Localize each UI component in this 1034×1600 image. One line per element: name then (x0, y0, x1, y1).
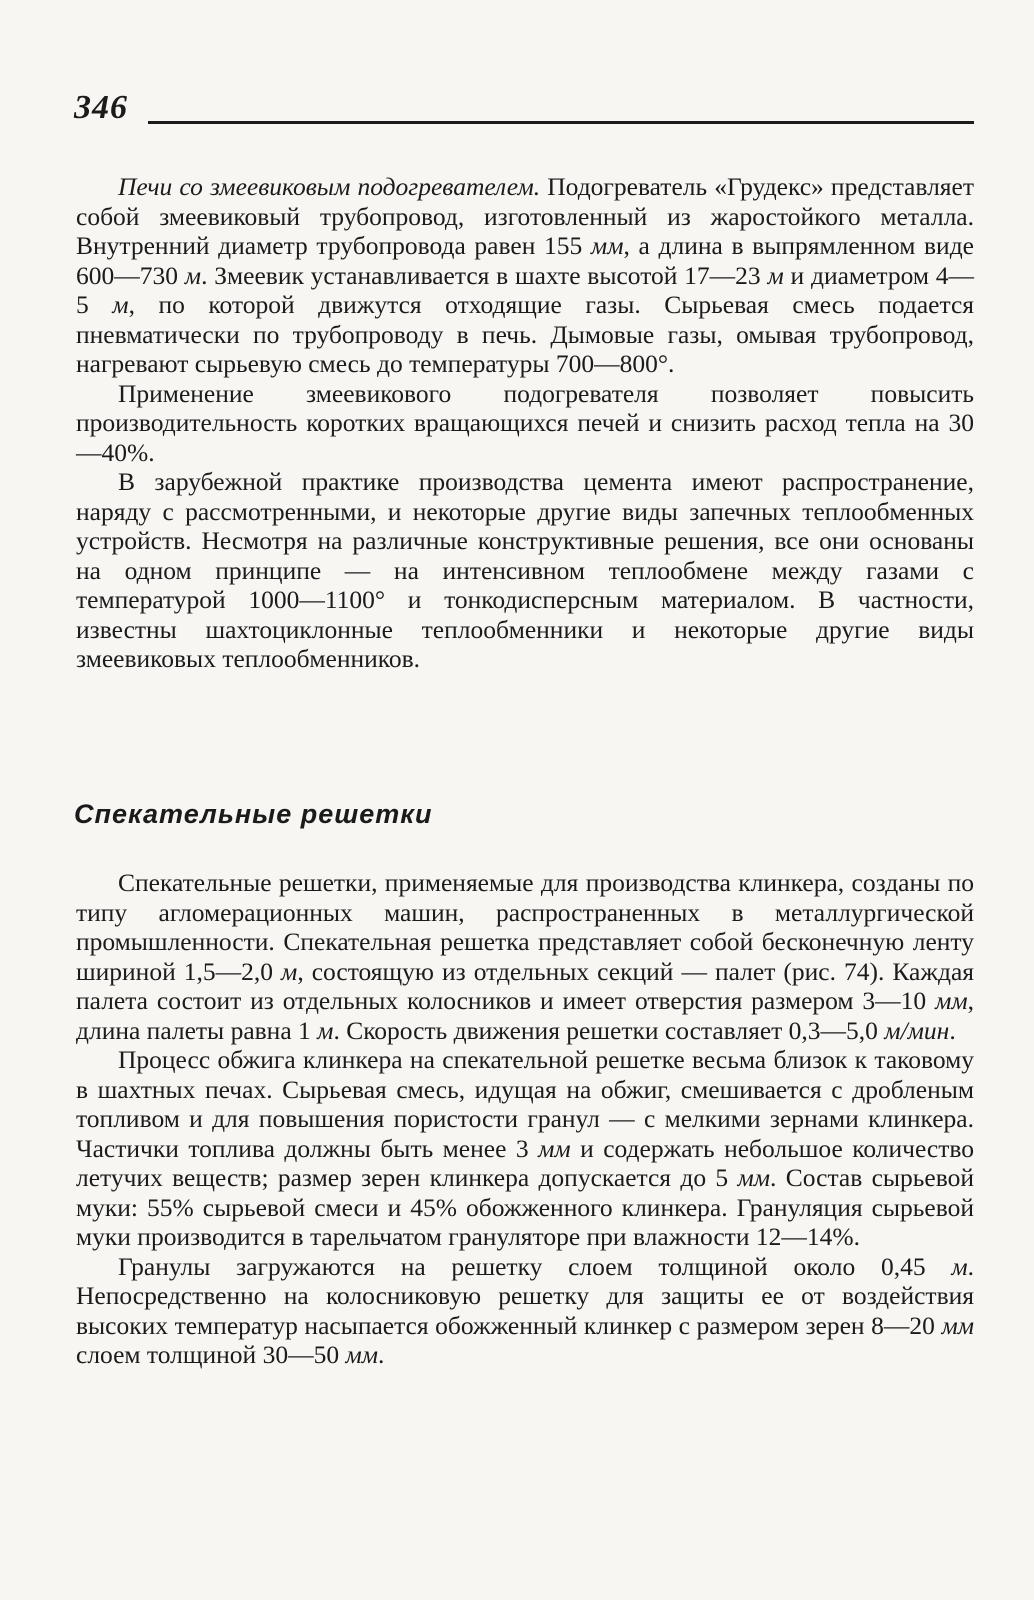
text-block-stove-heaters (76, 172, 974, 674)
text-run: Гранулы загружаются на решетку слоем толщиной около 0,45 (118, 1251, 952, 1281)
text-run: . Змеевик устанавливается в шахте высотой 17—23 (201, 260, 768, 290)
header-rule (148, 121, 974, 124)
text-run: , длина палеты равна 1 (76, 986, 974, 1045)
unit-m: м (112, 290, 129, 319)
text-block-sintering-grates (76, 868, 974, 1370)
text-run: . Непосредственно на колосниковую решетку для защиты ее от воздействия высоких температур насыпается обожженный клинкер с размером зерен 8—20 (76, 1251, 974, 1340)
text-run: , по которой движутся отходящие газы. Сырьевая смесь подается пневматически по трубопроводу в печь. Дымовые газы, омывая трубопровод, нагревают сырьевую смесь до температуры 700—800°. (76, 290, 975, 378)
paragraph-heater-benefits: Применение змеевикового подогревателя позволяет повысить производительность коротких вращающихся печей и снизить расход тепла на 30—40%. (76, 378, 974, 467)
text-run: и диаметром 4—5 (76, 260, 975, 319)
unit-m: м (317, 1015, 334, 1045)
text-run: , состоящую из отдельных секций — палет (рис. 74). Каждая палета состоит из отдельных колосников и имеет отверстия размером 3—10 (76, 956, 974, 1015)
paragraph-foreign-practice: В зарубежной практике производства цемента имеют распространение, наряду с рассмотренными, и некоторые другие виды запечных теплообменных устройств. Несмотря на различные конструктивные решения, все они основаны на одном принципе — на интенсивном теплообмене между газами с температурой 1000—1100° и тонкодисперсным материалом. В частности, известны шахтоциклонные теплообменники и некоторые другие виды змеевиковых теплообменников. (76, 467, 974, 673)
text-run: Процесс обжига клинкера на спекательной решетке весьма близок к таковому в шахтных печах. Сырьевая смесь, идущая на обжиг, смешивается с дробленым топливом и для повышения пористости гранул — с мелкими зернами клинкера. Частички топлива должны быть менее 3 (76, 1045, 974, 1163)
unit-speed: м/мин (884, 1015, 950, 1045)
paragraph-grate-description (76, 868, 974, 1045)
unit-mm: мм (590, 231, 624, 260)
section-heading: Спекательные решетки (74, 799, 433, 829)
unit-mm: мм (345, 1340, 379, 1369)
unit-mm: мм (538, 1133, 571, 1163)
unit-mm: мм (941, 1310, 974, 1340)
paragraph-lead-title: Печи со змеевиковым подогревателем. (118, 172, 541, 201)
text-run: Подогреватель «Грудекс» представляет собой змеевиковый трубопровод, изготовленный из жаростойкого металла. Внутренний диаметр трубопровода равен 155 (76, 172, 974, 260)
text-run: , а длина в выпрямленном виде 600—730 (76, 231, 974, 290)
page-header (74, 88, 974, 132)
text-run: Спекательные решетки, применяемые для производства клинкера, созданы по типу агломерационных машин, распространенных в металлургической промышленности. Спекательная решетка представляет собой бесконечную ленту шириной 1,5—2,0 (76, 868, 974, 986)
text-run: и содержать небольшое количество летучих веществ; размер зерен клинкера допускается до 5 (76, 1133, 974, 1192)
unit-mm: мм (935, 986, 968, 1015)
text-run: . Скорость движения решетки составляет 0,3—5,0 (333, 1015, 885, 1045)
unit-m: м (767, 260, 784, 290)
text-run: слоем толщиной 30—50 (76, 1340, 346, 1369)
unit-m: м (951, 1251, 968, 1281)
paragraph-granule-loading (76, 1252, 974, 1370)
paragraph-coil-heater (76, 172, 974, 379)
page-number: 346 (74, 89, 128, 126)
unit-m: м (281, 956, 298, 986)
text-run: . Состав сырьевой муки: 55% сырьевой смеси и 45% обожженного клинкера. Грануляция сырьевой муки производится в тарельчатом грануляторе при влажности 12—14%. (76, 1163, 975, 1251)
paragraph-firing-process (76, 1045, 974, 1252)
text-run: . (949, 1015, 956, 1045)
unit-m: м (184, 260, 202, 290)
text-run: . (378, 1340, 385, 1369)
unit-mm: мм (737, 1163, 771, 1192)
